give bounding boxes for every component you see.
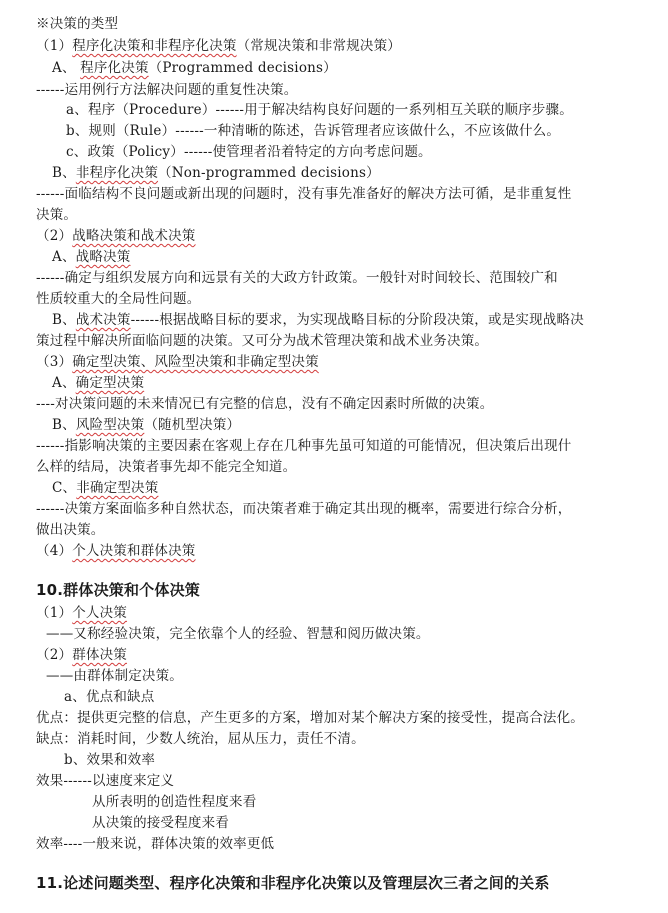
line-prefix: （2） — [36, 228, 73, 244]
text-line — [36, 541, 196, 561]
line-prefix: A、 — [52, 249, 76, 265]
text-line: ----对决策问题的未来情况已有完整的信息，没有不确定因素时所做的决策。 — [36, 396, 494, 412]
underlined-term: 程序化决策 — [80, 60, 149, 76]
text-line — [52, 478, 158, 498]
text-line — [52, 415, 240, 435]
text-line — [52, 58, 337, 78]
text-line: b、规则（Rule）------一种清晰的陈述，告诉管理者应该做什么，不应该做什么。 — [66, 123, 561, 139]
line-prefix: （1） — [36, 605, 73, 621]
line-suffix: （Programmed decisions） — [148, 60, 337, 76]
text-line — [36, 603, 127, 623]
line-prefix: B、 — [52, 165, 76, 181]
line-prefix: （1） — [36, 38, 73, 54]
underlined-term: 个人决策 — [72, 605, 128, 621]
text-line: ------面临结构不良问题或新出现的问题时，没有事先准备好的解决方法可循，是非重复性 — [36, 186, 572, 202]
text-line: ------决策方案面临多种自然状态，而决策者难于确定其出现的概率，需要进行综合分析， — [36, 501, 572, 517]
text-line — [36, 352, 319, 372]
underlined-term: 确定型决策、风险型决策和非确定型决策 — [72, 354, 319, 370]
line-suffix: （常规决策和非常规决策） — [236, 38, 402, 54]
text-line — [52, 310, 584, 330]
line-suffix: （Non-programmed decisions） — [158, 165, 380, 181]
text-line — [36, 645, 127, 665]
underlined-term: 风险型决策 — [75, 417, 145, 433]
text-line: a、优点和缺点 — [64, 689, 155, 705]
text-line: 做出决策。 — [36, 522, 105, 538]
text-line: ——又称经验决策，完全依靠个人的经验、智慧和阅历做决策。 — [46, 626, 430, 642]
underlined-term: 非确定型决策 — [76, 480, 159, 496]
line-prefix: （2） — [36, 647, 73, 663]
text-line: ------指影响决策的主要因素在客观上存在几种事先虽可知道的可能情况，但决策后出现什 — [36, 438, 572, 454]
text-line: 从决策的接受程度来看 — [92, 815, 229, 831]
text-line: c、政策（Policy）------使管理者沿着特定的方向考虑问题。 — [66, 144, 432, 160]
underlined-term: 确定型决策 — [75, 375, 145, 391]
text-line — [36, 226, 196, 246]
text-line: 缺点：消耗时间，少数人统治，屈从压力，责任不清。 — [36, 731, 365, 747]
text-line: 么样的结局，决策者事先却不能完全知道。 — [36, 459, 297, 475]
text-line: ——由群体制定决策。 — [46, 668, 183, 684]
underlined-term: 战术决策 — [75, 312, 131, 328]
line-prefix: C、 — [52, 480, 77, 496]
line-suffix: ------根据战略目标的要求，为实现战略目标的分阶段决策，或是实现战略决 — [130, 312, 584, 328]
text-line: 效果------以速度来定义 — [36, 773, 175, 789]
line-prefix: B、 — [52, 417, 76, 433]
line-prefix: （3） — [36, 354, 73, 370]
underlined-term: 非程序化决策 — [75, 165, 159, 181]
line-prefix: A、 — [52, 375, 76, 391]
line-prefix: （4） — [36, 543, 73, 559]
text-line — [52, 373, 144, 393]
underlined-term: 个人决策和群体决策 — [72, 543, 196, 559]
underlined-term: 战略决策 — [75, 249, 131, 265]
text-line: b、效果和效率 — [64, 752, 156, 768]
text-line: ※决策的类型 — [36, 16, 119, 32]
text-line: ------运用例行方法解决问题的重复性决策。 — [36, 82, 298, 98]
underlined-term: 程序化决策和非程序化决策 — [72, 38, 237, 54]
text-line — [52, 247, 130, 267]
text-line — [52, 163, 380, 183]
text-line — [36, 36, 401, 56]
text-line: 从所表明的创造性程度来看 — [92, 794, 257, 810]
text-line: 性质较重大的全局性问题。 — [36, 291, 201, 307]
text-line: 效率----一般来说，群体决策的效率更低 — [36, 836, 275, 852]
section-heading: 10.群体决策和个体决策 — [36, 581, 200, 599]
line-prefix: A、 — [52, 60, 81, 76]
text-line: 策过程中解决所面临问题的决策。又可分为战术管理决策和战术业务决策。 — [36, 333, 489, 349]
underlined-term: 战略决策和战术决策 — [72, 228, 196, 244]
text-line: ------确定与组织发展方向和远景有关的大政方针政策。一般针对时间较长、范围较广和 — [36, 270, 558, 286]
underlined-term: 群体决策 — [72, 647, 128, 663]
section-heading: 11.论述问题类型、程序化决策和非程序化决策以及管理层次三者之间的关系 — [36, 874, 550, 892]
line-suffix: （随机型决策） — [144, 417, 241, 433]
line-prefix: B、 — [52, 312, 76, 328]
text-line: a、程序（Procedure）------用于解决结构良好问题的一系列相互关联的顺序步骤。 — [66, 102, 573, 118]
text-line: 决策。 — [36, 207, 78, 223]
text-line: 优点：提供更完整的信息，产生更多的方案，增加对某个解决方案的接受性，提高合法化。 — [36, 710, 584, 726]
